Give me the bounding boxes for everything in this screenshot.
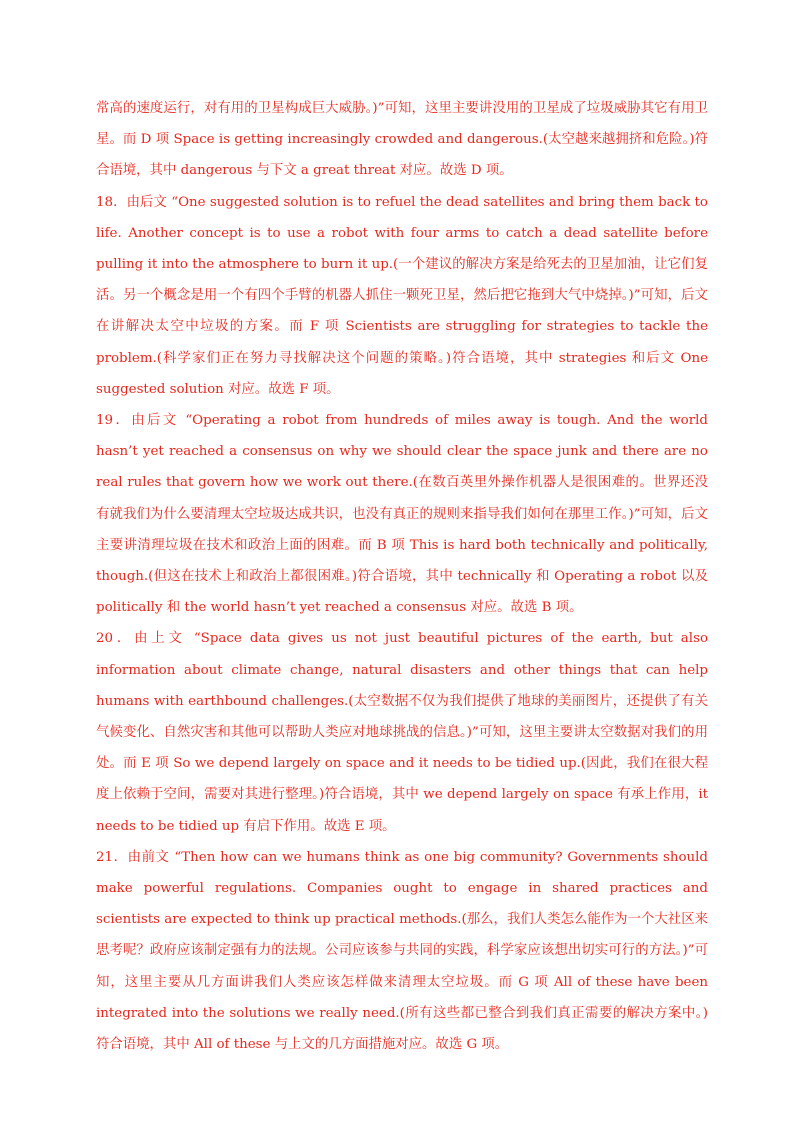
paragraph-text: 由前文 “Then how can we humans think as one big community? Governments should make powerful regulations. Companies ought to engage in shared practices and scientists are expected to think up practical methods.(那么，我们人类怎么能作为一个大社区来思考呢？政府应该制定强有力的法规。公司应该参与共同的实践，科学家应该想出切实可行的方法。)”可知，这里主要从几方面讲我们人类应该怎样做来清理太空垃圾。而 G 项 All of these have been integrated into the solutions we really need.(所有这些都已整合到我们真正需要的解决方案中。)符合语境，其中 All of these 与上文的几方面措施对应。故选 G 项。	[96, 849, 708, 1053]
answer-explanation-page	[96, 93, 708, 1060]
paragraph-number: 20．	[96, 631, 135, 647]
paragraph-number: 18．	[96, 194, 127, 210]
explanation-paragraph-21	[96, 842, 708, 1060]
explanation-paragraph-19	[96, 405, 708, 623]
explanation-paragraph-17-continued	[96, 93, 708, 187]
paragraph-text: 由上文 “Space data gives us not just beautiful pictures of the earth, but also information about climate change, natural disasters and other things that can help humans with earthbound challenges.(太空数据不仅为我们提供了地球的美丽图片，还提供了有关气候变化、自然灾害和其他可以帮助人类应对地球挑战的信息。)”可知，这里主要讲太空数据对我们的用处。而 E 项 So we depend largely on space and it needs to be tidied up.(因此，我们在很大程度上依赖于空间，需要对其进行整理。)符合语境，其中 we depend largely on space 有承上作用，it needs to be tidied up 有启下作用。故选 E 项。	[96, 631, 709, 834]
explanation-paragraph-18	[96, 187, 708, 405]
paragraph-text: 常高的速度运行，对有用的卫星构成巨大威胁。)”可知，这里主要讲没用的卫星成了垃圾威胁其它有用卫星。而 D 项 Space is getting increasingly crowded and dangerous.(太空越来越拥挤和危险。)符合语境，其中 dangerous 与下文 a great threat 对应。故选 D 项。	[96, 101, 708, 179]
paragraph-text: 由后文 “One suggested solution is to refuel the dead satellites and bring them back to life. Another concept is to use a robot with four arms to catch a dead satellite before pulling it into the atmosphere to burn it up.(一个建议的解决方案是给死去的卫星加油，让它们复活。另一个概念是用一个有四个手臂的机器人抓住一颗死卫星，然后把它拖到大气中烧掉。)”可知，后文在讲解决太空中垃圾的方案。而 F 项 Scientists are struggling for strategies to tackle the problem.(科学家们正在努力寻找解决这个问题的策略。)符合语境，其中 strategies 和后文 One suggested solution 对应。故选 F 项。	[96, 194, 708, 397]
paragraph-text: 由后文 “Operating a robot from hundreds of miles away is tough. And the world hasn’t yet reached a consensus on why we should clear the space junk and there are no real rules that govern how we work out there.(在数百英里外操作机器人是很困难的。世界还没有就我们为什么要清理太空垃圾达成共识，也没有真正的规则来指导我们如何在那里工作。)”可知，后文主要讲清理垃圾在技术和政治上面的困难。而 B 项 This is hard both technically and politically, though.(但这在技术上和政治上都很困难。)符合语境，其中 technically 和 Operating a robot 以及 politically 和 the world hasn’t yet reached a consensus 对应。故选 B 项。	[96, 413, 708, 616]
paragraph-number: 21．	[96, 849, 128, 865]
paragraph-number: 19．	[96, 413, 132, 429]
explanation-paragraph-20	[96, 623, 708, 841]
